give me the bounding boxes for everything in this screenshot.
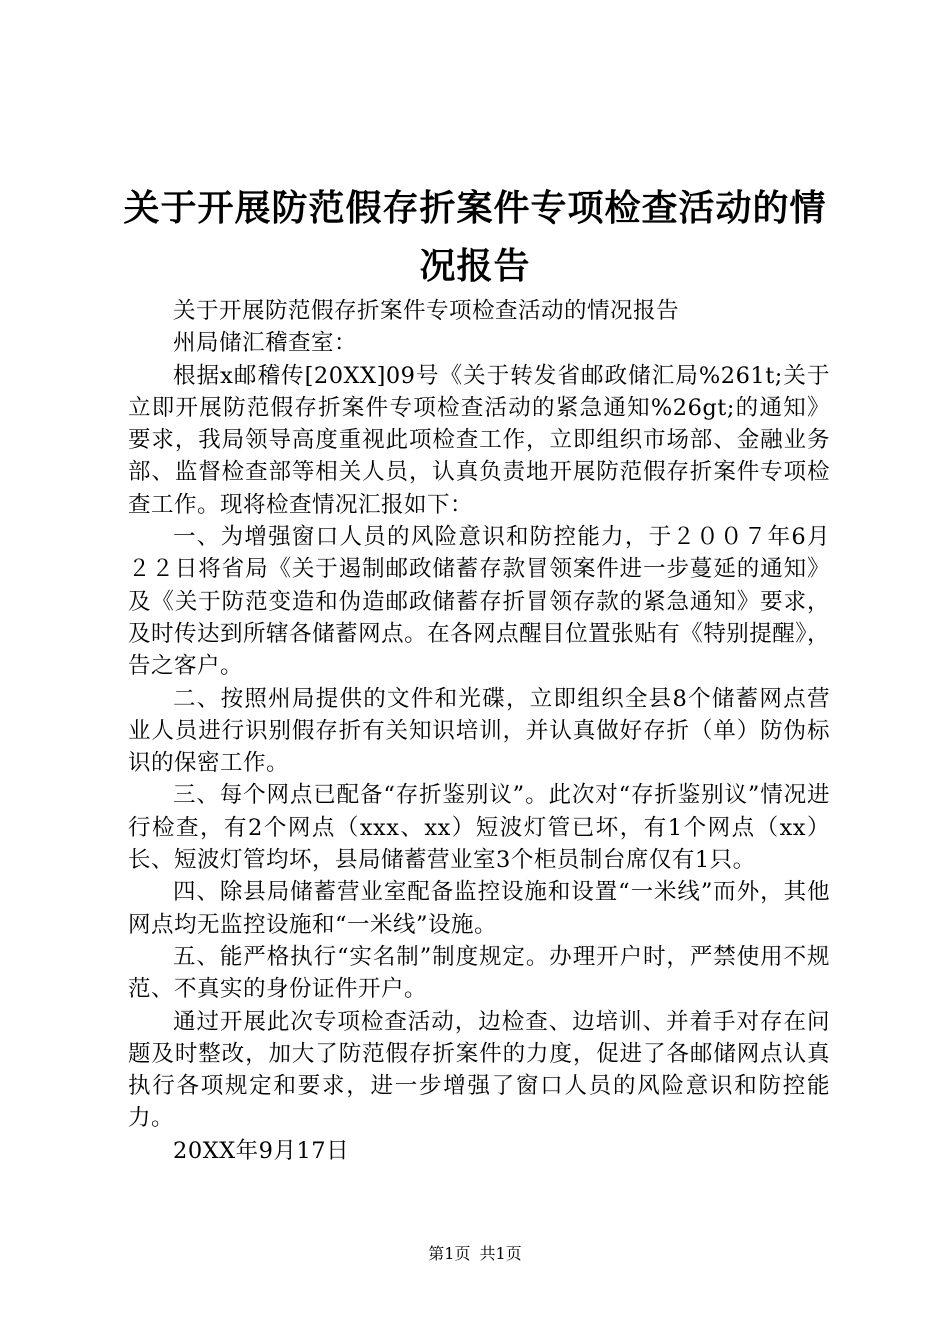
- paragraph-item-5: 五、能严格执行“实名制”制度规定。办理开户时，严禁使用不规范、不真实的身份证件开户。: [128, 943, 830, 1003]
- paragraph-item-3: 三、每个网点已配备“存折鉴别议”。此次对“存折鉴别议”情况进行检查，有2个网点（xxx、xx）短波灯管已坏，有1个网点（xx）长、短波灯管均坏，县局储蓄营业室3个柜员制台席仅有1只。: [128, 782, 830, 874]
- recipient-line: 州局储汇稽查室：: [173, 330, 358, 357]
- paragraph-item-4: 四、除县局储蓄营业室配备监控设施和设置“一米线”而外，其他网点均无监控设施和“一米线”设施。: [128, 879, 830, 938]
- paragraph-conclusion: 通过开展此次专项检查活动，边检查、边培训、并着手对存在问题及时整改，加大了防范假存折案件的力度，促进了各邮储网点认真执行各项规定和要求，进一步增强了窗口人员的风险意识和防控能力。: [128, 1008, 830, 1132]
- page-footer: [0, 1244, 950, 1264]
- paragraph-intro: 根据x邮稽传[20XX]09号《关于转发省邮政储汇局%261t;关于立即开展防范假存折案件专项检查活动的紧急通知%26gt;的通知》要求，我局领导高度重视此项检查工作，立即组织市场部、金融业务部、监督检查部等相关人员，认真负责地开展防范假存折案件专项检查工作。现将检查情况汇报如下：: [128, 362, 830, 518]
- document-title: 关于开展防范假存折案件专项检查活动的情况报告: [123, 188, 827, 287]
- page-number: 第1页: [428, 1244, 471, 1263]
- paragraph-item-2: 二、按照州局提供的文件和光碟，立即组织全县8个储蓄网点营业人员进行识别假存折有关知识培训，并认真做好存折（单）防伪标识的保密工作。: [128, 685, 830, 777]
- subtitle-line: 关于开展防范假存折案件专项检查活动的情况报告: [173, 298, 680, 324]
- document-body: [128, 295, 830, 1167]
- date-line: 20XX年9月17日: [173, 1137, 350, 1164]
- page-total: 共1页: [479, 1244, 522, 1263]
- paragraph-item-1: 一、为增强窗口人员的风险意识和防控能力，于２００７年6月２２日将省局《关于遏制邮政储蓄存款冒领案件进一步蔓延的通知》及《关于防范变造和伪造邮政储蓄存折冒领存款的紧急通知》要求，及时传达到所辖各储蓄网点。在各网点醒目位置张贴有《特别提醒》，告之客户。: [128, 524, 830, 680]
